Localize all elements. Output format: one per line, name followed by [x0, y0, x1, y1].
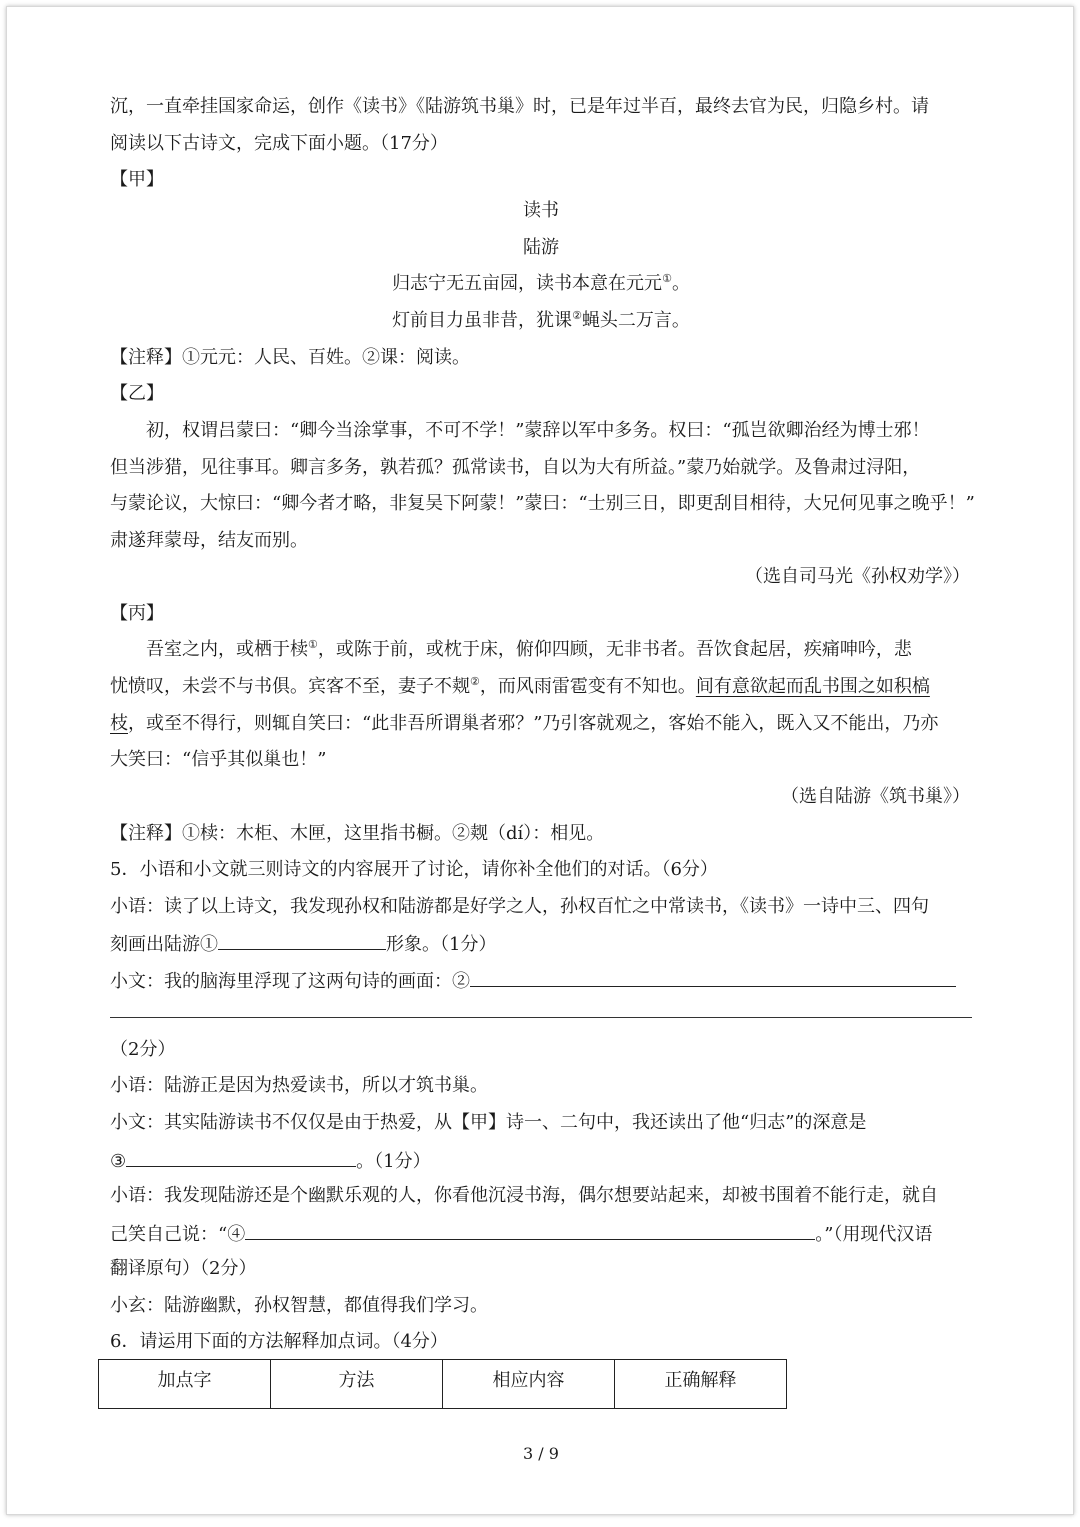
yi-line-3: 与蒙论议，大惊曰：“卿今者才略，非复吴下阿蒙！”蒙曰：“士别三日，即更刮目相待，大兄何见事之晚乎！” — [110, 493, 975, 514]
question-5-title: 5．小语和小文就三则诗文的内容展开了讨论，请你补全他们的对话。（6分） — [110, 859, 718, 880]
underlined-sentence: 间有意欲起而乱书围之如积槁 — [695, 676, 930, 697]
table-header-cell: 正确解释 — [615, 1360, 787, 1409]
underlined-sentence-end: 枝 — [110, 713, 128, 734]
poem-line-1: 归志宁无五亩园，读书本意在元元①。 — [392, 272, 690, 294]
q5-line-8: 小语：我发现陆游还是个幽默乐观的人，你看他沉浸书海，偶尔想要站起来，却被书围着不能行走，就自 — [110, 1185, 938, 1206]
jia-note: 【注释】①元元：人民、百姓。②课：阅读。 — [110, 347, 470, 368]
page-number: 3 / 9 — [523, 1444, 559, 1463]
intro-line-2: 阅读以下古诗文，完成下面小题。（17分） — [110, 133, 448, 154]
yi-source: （选自司马光《孙权劝学》） — [745, 566, 970, 587]
q5-line-1: 小语：读了以上诗文，我发现孙权和陆游都是好学之人，孙权百忙之中常读书，《读书》一诗中三、四句 — [110, 896, 929, 917]
q5-line-2: 刻画出陆游① 形象。（1分） — [110, 931, 496, 957]
section-yi-label: 【乙】 — [110, 383, 164, 404]
footnote-mark: ① — [662, 272, 672, 285]
poem-line-2: 灯前目力虽非昔，犹课②蝇头二万言。 — [392, 309, 690, 331]
q5-line-11: 小玄：陆游幽默，孙权智慧，都值得我们学习。 — [110, 1295, 488, 1316]
answer-blank-3[interactable] — [126, 1148, 356, 1167]
q5-line-3: 小文：我的脑海里浮现了这两句诗的画面：② — [110, 968, 956, 994]
poem-author: 陆游 — [523, 237, 559, 258]
yi-line-4: 肃遂拜蒙母，结友而别。 — [110, 530, 308, 551]
q5-line-9: 己笑自己说：“④ 。”（用现代汉语 — [110, 1221, 932, 1247]
yi-line-2: 但当涉猎，见往事耳。卿言多务，孰若孤？孤常读书，自以为大有所益。”蒙乃始就学。及鲁肃过浔阳， — [110, 457, 921, 478]
bing-line-1: 吾室之内，或栖于椟①，或陈于前，或枕于床，俯仰四顾，无非书者。吾饮食起居，疾痛呻吟，悲 — [146, 638, 912, 660]
question-6-title: 6．请运用下面的方法解释加点词。（4分） — [110, 1331, 448, 1352]
method-table — [98, 1359, 787, 1409]
bing-line-4: 大笑曰：“信乎其似巢也！” — [110, 749, 327, 770]
q5-line-10: 翻译原句）（2分） — [110, 1258, 257, 1279]
yi-line-1: 初，权谓吕蒙曰：“卿今当涂掌事，不可不学！”蒙辞以军中多务。权曰：“孤岂欲卿治经为博士邪！ — [146, 420, 930, 441]
bing-note: 【注释】①椟：木柜、木匣，这里指书橱。②觌（dí）：相见。 — [110, 823, 605, 844]
footnote-mark: ② — [572, 309, 582, 322]
exam-page — [6, 6, 1074, 1515]
q5-line-4: （2分） — [110, 1039, 176, 1060]
section-bing-label: 【丙】 — [110, 603, 164, 624]
table-header-row — [99, 1360, 787, 1409]
table-header-cell: 相应内容 — [443, 1360, 615, 1409]
q5-line-6: 小文：其实陆游读书不仅仅是由于热爱，从【甲】诗一、二句中，我还读出了他“归志”的深意是 — [110, 1112, 867, 1133]
footnote-mark: ② — [470, 675, 480, 688]
q5-line-5: 小语：陆游正是因为热爱读书，所以才筑书巢。 — [110, 1075, 488, 1096]
answer-line-2-continued[interactable] — [110, 1017, 972, 1018]
poem-title: 读书 — [523, 200, 559, 221]
q5-line-7: ③ 。（1分） — [110, 1148, 431, 1174]
bing-source: （选自陆游《筑书巢》） — [781, 786, 970, 807]
answer-blank-2[interactable] — [470, 968, 956, 987]
answer-blank-4[interactable] — [245, 1221, 815, 1240]
table-header-cell: 方法 — [271, 1360, 443, 1409]
table-header-cell: 加点字 — [99, 1360, 271, 1409]
section-jia-label: 【甲】 — [110, 169, 164, 190]
bing-line-2: 忧愤叹，未尝不与书俱。宾客不至，妻子不觌②，而风雨雷雹变有不知也。间有意欲起而乱书围之如积槁 — [110, 675, 930, 697]
bing-line-3: 枝，或至不得行，则辄自笑曰：“此非吾所谓巢者邪？”乃引客就观之，客始不能入，既入又不能出，乃亦 — [110, 713, 939, 734]
footnote-mark: ① — [308, 638, 318, 651]
answer-blank-1[interactable] — [218, 931, 386, 950]
intro-line-1: 沉，一直牵挂国家命运，创作《读书》《陆游筑书巢》时，已是年过半百，最终去官为民，归隐乡村。请 — [110, 96, 929, 117]
